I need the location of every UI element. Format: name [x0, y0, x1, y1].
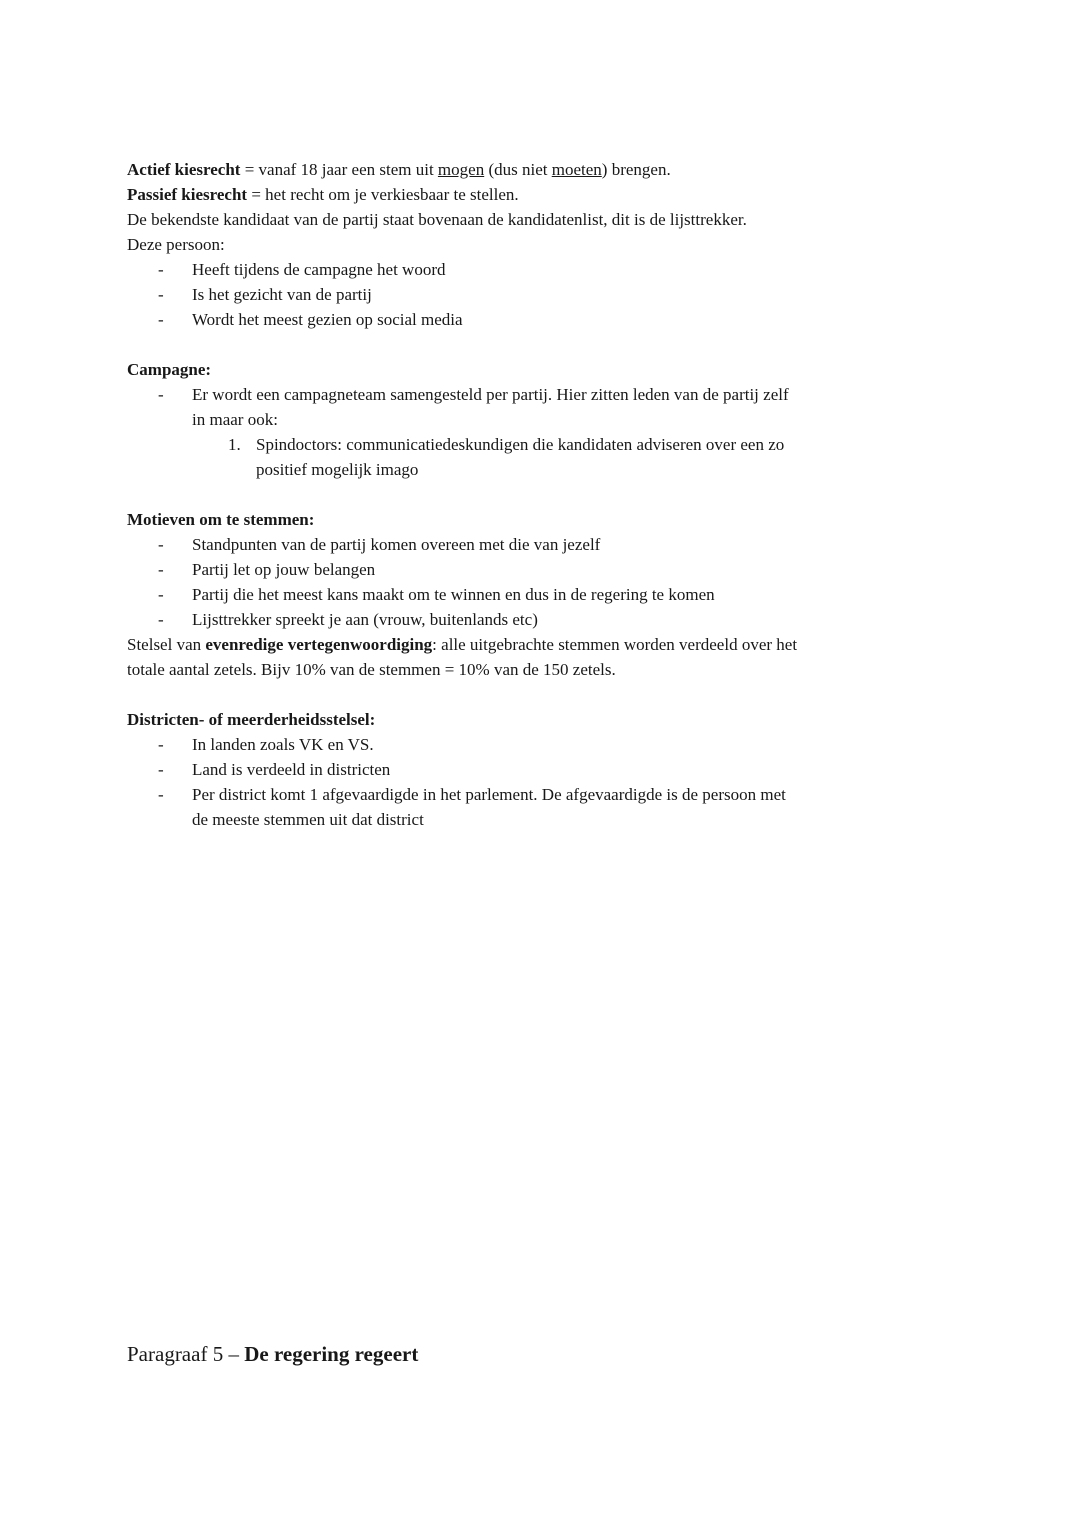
block-text [192, 257, 953, 282]
block-text [127, 707, 953, 732]
text-run: = vanaf 18 jaar een stem uit [240, 160, 438, 179]
text-line [127, 507, 953, 532]
bullet-item [127, 307, 953, 332]
block-text [127, 207, 953, 232]
block-text [192, 732, 953, 757]
text-line [127, 657, 953, 682]
text-run: In landen zoals VK en VS. [192, 735, 374, 754]
block-text [127, 1339, 953, 1369]
block-text [192, 582, 953, 607]
text-run: Land is verdeeld in districten [192, 760, 391, 779]
numbered-item [127, 432, 953, 482]
list-number-marker: 1. [228, 435, 241, 454]
text-run: Paragraaf 5 – [127, 1342, 245, 1366]
text-line [256, 457, 953, 482]
bold-term: evenredige vertegenwoordiging [205, 635, 433, 654]
text-line [192, 782, 953, 807]
text-run: Deze persoon: [127, 235, 225, 254]
paragraph [127, 507, 953, 532]
bullet-dash-marker: - [158, 585, 164, 604]
block-text [192, 782, 953, 832]
text-line [127, 357, 953, 382]
block-text [192, 557, 953, 582]
paragraph [127, 182, 953, 207]
paragraph [127, 357, 953, 382]
paragraph [127, 207, 953, 232]
text-run: Partij let op jouw belangen [192, 560, 376, 579]
text-line [192, 582, 953, 607]
text-run: Standpunten van de partij komen overeen met die van jezelf [192, 535, 601, 554]
paragraph [127, 157, 953, 182]
bullet-item [127, 557, 953, 582]
bullet-dash-marker: - [158, 310, 164, 329]
paragraph [127, 232, 953, 257]
text-run: Heeft tijdens de campagne het woord [192, 260, 446, 279]
text-line [192, 307, 953, 332]
text-line [127, 632, 953, 657]
text-line [192, 282, 953, 307]
bullet-dash-marker: - [158, 610, 164, 629]
bullet-item [127, 532, 953, 557]
text-run: positief mogelijk imago [256, 460, 419, 479]
text-run: Wordt het meest gezien op social media [192, 310, 463, 329]
text-line [192, 607, 953, 632]
text-run: ) brengen. [601, 160, 671, 179]
block-text [192, 532, 953, 557]
paragraph [127, 707, 953, 732]
bullet-dash-marker: - [158, 285, 164, 304]
blank-space [127, 682, 953, 707]
text-line [127, 1339, 953, 1369]
text-run: (dus niet [484, 160, 552, 179]
text-run: Lijsttrekker spreekt je aan (vrouw, buitenlands etc) [192, 610, 538, 629]
block-text [127, 357, 953, 382]
text-run: totale aantal zetels. Bijv 10% van de stemmen = 10% van de 150 zetels. [127, 660, 616, 679]
block-text [127, 632, 953, 682]
bullet-item [127, 257, 953, 282]
text-line [127, 707, 953, 732]
text-run: Partij die het meest kans maakt om te winnen en dus in de regering te komen [192, 585, 715, 604]
bullet-dash-marker: - [158, 385, 164, 404]
bullet-item [127, 582, 953, 607]
block-text [192, 607, 953, 632]
text-line [192, 532, 953, 557]
bullet-dash-marker: - [158, 560, 164, 579]
block-text [127, 182, 953, 207]
block-text [127, 157, 953, 182]
bold-term: De regering regeert [244, 1342, 419, 1366]
underlined-term: moeten [551, 160, 602, 179]
text-line [192, 407, 953, 432]
blank-space [127, 332, 953, 357]
text-run: De bekendste kandidaat van de partij staat bovenaan de kandidatenlist, dit is de lijsttrekker. [127, 210, 747, 229]
text-run: Er wordt een campagneteam samengesteld per partij. Hier zitten leden van de partij zelf [192, 385, 789, 404]
text-line [127, 207, 953, 232]
text-line [127, 157, 953, 182]
text-line [127, 232, 953, 257]
underlined-term: mogen [437, 160, 485, 179]
section-title [127, 1339, 953, 1369]
bullet-dash-marker: - [158, 760, 164, 779]
block-text [192, 282, 953, 307]
blank-space [127, 832, 953, 1339]
block-text [192, 307, 953, 332]
text-run: Is het gezicht van de partij [192, 285, 372, 304]
document-content [127, 157, 953, 1369]
bold-term: Actief kiesrecht [127, 160, 241, 179]
bullet-item [127, 757, 953, 782]
text-run: Spindoctors: communicatiedeskundigen die kandidaten adviseren over een zo [256, 435, 785, 454]
block-text [127, 232, 953, 257]
block-text [127, 507, 953, 532]
text-run: in maar ook: [192, 410, 278, 429]
block-text [192, 382, 953, 432]
bullet-item [127, 382, 953, 432]
bullet-dash-marker: - [158, 785, 164, 804]
bold-term: Campagne: [127, 360, 212, 379]
text-line [192, 732, 953, 757]
text-line [192, 382, 953, 407]
text-line [192, 557, 953, 582]
text-line [192, 807, 953, 832]
text-line [192, 757, 953, 782]
text-line [192, 257, 953, 282]
text-run: = het recht om je verkiesbaar te stellen. [247, 185, 519, 204]
bullet-dash-marker: - [158, 260, 164, 279]
blank-space [127, 482, 953, 507]
text-run: Stelsel van [127, 635, 206, 654]
bold-term: Districten- of meerderheidsstelsel: [127, 710, 376, 729]
block-text [192, 757, 953, 782]
text-run: Per district komt 1 afgevaardigde in het parlement. De afgevaardigde is de persoon met [192, 785, 786, 804]
bold-term: Passief kiesrecht [127, 185, 248, 204]
bullet-dash-marker: - [158, 535, 164, 554]
block-text [256, 432, 953, 482]
text-run: : alle uitgebrachte stemmen worden verdeeld over het [432, 635, 798, 654]
paragraph [127, 632, 953, 682]
text-line [256, 432, 953, 457]
bullet-item [127, 607, 953, 632]
bullet-item [127, 782, 953, 832]
text-line [127, 182, 953, 207]
bullet-item [127, 732, 953, 757]
bullet-item [127, 282, 953, 307]
text-run: de meeste stemmen uit dat district [192, 810, 424, 829]
bold-term: Motieven om te stemmen: [127, 510, 315, 529]
bullet-dash-marker: - [158, 735, 164, 754]
